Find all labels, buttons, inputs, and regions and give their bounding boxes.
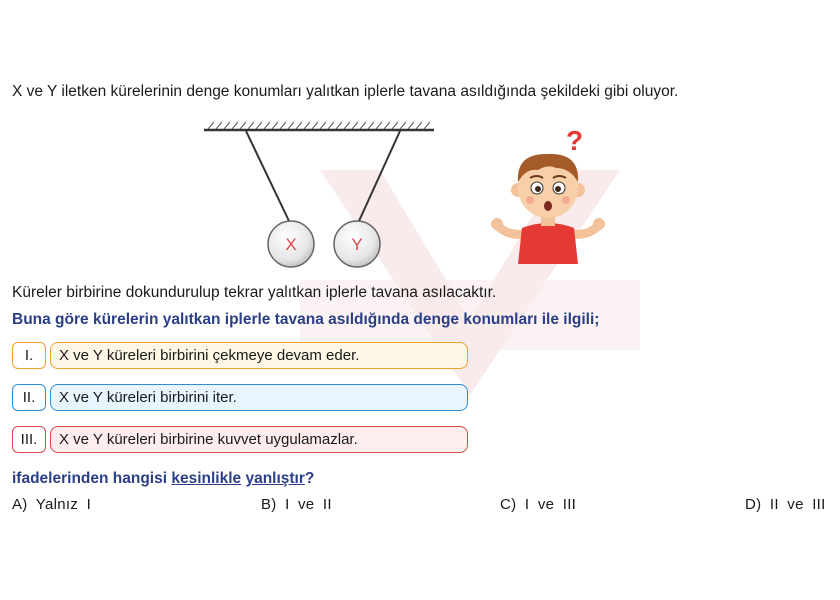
question-mark-icon: ? <box>566 125 584 156</box>
prompt-part-1: ifadelerinden hangisi <box>12 470 172 487</box>
statement-text-2: X ve Y küreleri birbirini iter. <box>50 384 468 411</box>
ceiling <box>204 122 434 130</box>
paragraph-2: Küreler birbirine dokundurulup tekrar yalıtkan iplerle tavana asılacaktır. <box>12 284 497 301</box>
option-a[interactable]: A) Yalnız I <box>12 496 92 513</box>
ball-x <box>268 221 314 267</box>
confused-kid-illustration <box>486 124 610 274</box>
intro-text: X ve Y iletken kürelerinin denge konumları yalıtkan iplerle tavana asıldığında şekildeki gibi oluyor. <box>12 83 679 100</box>
prompt-text <box>12 470 314 488</box>
ball-x-label: X <box>285 235 297 254</box>
ball-y-label: Y <box>351 235 363 254</box>
pendulum-figure <box>190 118 450 278</box>
statement-text-3: X ve Y küreleri birbirine kuvvet uygulamazlar. <box>50 426 468 453</box>
statement-number-2: II. <box>12 384 46 411</box>
string-x <box>246 131 289 221</box>
ball-y <box>334 221 380 267</box>
prompt-emphasis-kesinlikle: kesinlikle <box>171 470 242 487</box>
question-text: Buna göre kürelerin yalıtkan iplerle tavana asıldığında denge konumları ile ilgili; <box>12 311 600 328</box>
string-y <box>359 131 400 221</box>
option-b[interactable]: B) I ve II <box>261 496 332 513</box>
prompt-part-5: ? <box>304 470 315 487</box>
statement-text-1: X ve Y küreleri birbirini çekmeye devam eder. <box>50 342 468 369</box>
option-d[interactable]: D) II ve III <box>745 496 826 513</box>
option-c[interactable]: C) I ve III <box>500 496 577 513</box>
prompt-emphasis-yanlistir: yanlıştır <box>245 470 305 487</box>
statement-number-1: I. <box>12 342 46 369</box>
statement-number-3: III. <box>12 426 46 453</box>
